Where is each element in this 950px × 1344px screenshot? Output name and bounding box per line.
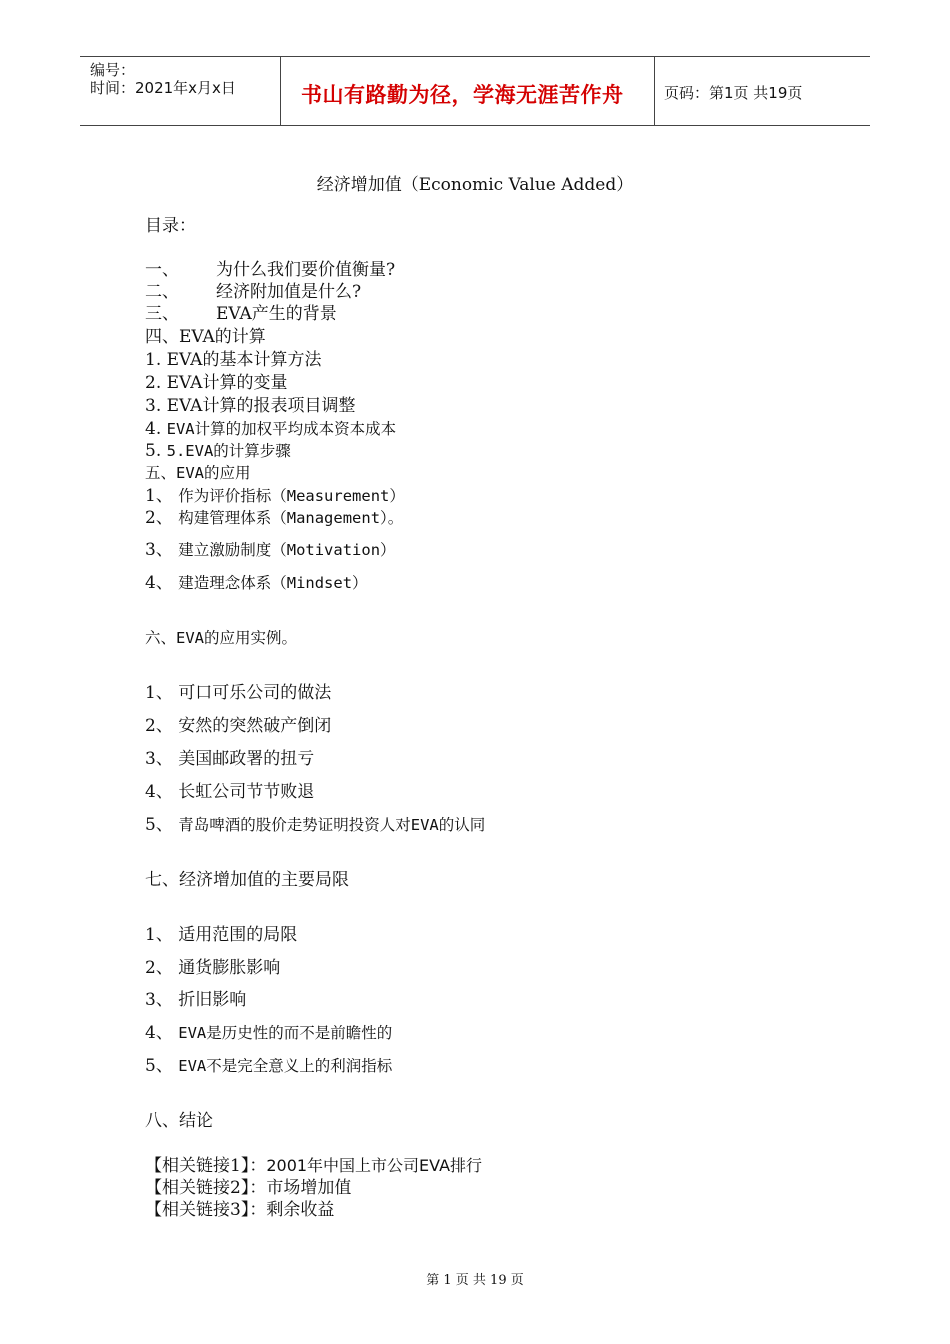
toc-num: 2. bbox=[145, 373, 162, 393]
toc-item bbox=[145, 418, 396, 440]
list-item bbox=[145, 781, 314, 803]
toc-num: 1. bbox=[145, 350, 162, 370]
link-text[interactable]: 剩余收益 bbox=[266, 1200, 335, 1220]
time-label: 时间：2021年x月x日 bbox=[90, 79, 236, 97]
item-text: 长虹公司节节败退 bbox=[178, 782, 315, 802]
header-motto-cell bbox=[281, 57, 655, 125]
related-link[interactable] bbox=[145, 1177, 351, 1199]
section8-heading-text: 八、结论 bbox=[145, 1111, 213, 1131]
toc-label: 目录： bbox=[145, 216, 196, 236]
header-meta-cell bbox=[80, 57, 281, 125]
section7-heading-text: 七、经济增加值的主要局限 bbox=[145, 870, 349, 890]
item-num: 3、 bbox=[145, 990, 173, 1010]
list-item bbox=[145, 814, 485, 836]
toc-text: 作为评价指标（Measurement） bbox=[178, 487, 405, 505]
item-num: 5、 bbox=[145, 815, 173, 835]
toc-item bbox=[145, 507, 403, 529]
section-heading bbox=[145, 627, 297, 649]
toc-item bbox=[145, 539, 396, 561]
toc-text: 四、EVA的计算 bbox=[145, 327, 266, 347]
toc-num: 二、 bbox=[145, 282, 179, 302]
toc-item bbox=[145, 462, 251, 484]
toc-item bbox=[145, 281, 361, 303]
toc-num: 3、 bbox=[145, 540, 173, 560]
toc-text: 建造理念体系（Mindset） bbox=[178, 574, 368, 592]
document-title: 经济增加值（Economic Value Added） bbox=[316, 175, 634, 195]
item-text: 青岛啤酒的股价走势证明投资人对EVA的认同 bbox=[178, 816, 486, 834]
link-text[interactable]: 市场增加值 bbox=[266, 1178, 352, 1198]
item-text: 折旧影响 bbox=[178, 990, 247, 1010]
section-heading bbox=[145, 1110, 213, 1132]
list-item bbox=[145, 715, 331, 737]
item-text: 可口可乐公司的做法 bbox=[178, 683, 332, 703]
item-text: 美国邮政署的扭亏 bbox=[178, 749, 315, 769]
toc-item bbox=[145, 395, 355, 417]
link-label: 【相关链接2】： bbox=[145, 1178, 267, 1198]
toc-text: EVA计算的报表项目调整 bbox=[166, 396, 356, 416]
toc-item bbox=[145, 572, 368, 594]
item-num: 4、 bbox=[145, 1023, 173, 1043]
item-num: 1、 bbox=[145, 683, 173, 703]
toc-text: 构建管理体系（Management）。 bbox=[178, 509, 404, 527]
item-text: 适用范围的局限 bbox=[178, 925, 298, 945]
item-text: EVA是历史性的而不是前瞻性的 bbox=[178, 1024, 393, 1042]
toc-text: EVA计算的加权平均成本资本成本 bbox=[166, 420, 397, 438]
number-label: 编号： bbox=[90, 61, 136, 79]
toc-item bbox=[145, 259, 395, 281]
toc-item bbox=[145, 372, 287, 394]
list-item bbox=[145, 1055, 392, 1077]
list-item bbox=[145, 989, 246, 1011]
toc-item bbox=[145, 485, 405, 507]
toc-num: 三、 bbox=[145, 304, 179, 324]
item-num: 2、 bbox=[145, 716, 173, 736]
motto: 书山有路勤为径，学海无涯苦作舟 bbox=[301, 83, 624, 107]
document-header bbox=[80, 56, 870, 126]
toc-num: 4. bbox=[145, 419, 162, 439]
link-text[interactable]: 2001年中国上市公司EVA排行 bbox=[266, 1156, 483, 1175]
toc-num: 4、 bbox=[145, 573, 173, 593]
toc-item bbox=[145, 349, 321, 371]
toc-text: 5.EVA的计算步骤 bbox=[166, 442, 291, 460]
list-item bbox=[145, 957, 280, 979]
section6-heading-text: 六、EVA的应用实例。 bbox=[145, 629, 297, 647]
link-label: 【相关链接3】： bbox=[145, 1200, 267, 1220]
toc-text: 经济附加值是什么? bbox=[216, 282, 362, 302]
toc-num: 5. bbox=[145, 441, 162, 461]
item-text: 安然的突然破产倒闭 bbox=[178, 716, 332, 736]
toc-text: EVA计算的变量 bbox=[166, 373, 288, 393]
toc-num: 一、 bbox=[145, 260, 179, 280]
toc-text: 为什么我们要价值衡量? bbox=[216, 260, 396, 280]
item-num: 1、 bbox=[145, 925, 173, 945]
related-link[interactable] bbox=[145, 1199, 334, 1221]
toc-num: 3. bbox=[145, 396, 162, 416]
list-item bbox=[145, 682, 331, 704]
toc-item bbox=[145, 326, 266, 348]
item-num: 5、 bbox=[145, 1056, 173, 1076]
section-heading bbox=[145, 869, 349, 891]
toc-text: 建立激励制度（Motivation） bbox=[178, 541, 396, 559]
page-footer: 第 1 页 共 19 页 bbox=[426, 1273, 524, 1288]
toc-text: EVA产生的背景 bbox=[216, 304, 337, 324]
list-item bbox=[145, 924, 297, 946]
related-link[interactable] bbox=[145, 1155, 482, 1177]
item-num: 4、 bbox=[145, 782, 173, 802]
item-num: 3、 bbox=[145, 749, 173, 769]
toc-item bbox=[145, 440, 291, 462]
toc-num: 2、 bbox=[145, 508, 173, 528]
header-page-cell bbox=[655, 57, 870, 125]
list-item bbox=[145, 1022, 392, 1044]
item-text: EVA不是完全意义上的利润指标 bbox=[178, 1057, 393, 1075]
header-page-info: 页码：第1页 共19页 bbox=[664, 84, 803, 102]
toc-num: 1、 bbox=[145, 486, 173, 506]
toc-text: 五、EVA的应用 bbox=[145, 464, 251, 482]
toc-item bbox=[145, 303, 337, 325]
list-item bbox=[145, 748, 314, 770]
toc-text: EVA的基本计算方法 bbox=[166, 350, 322, 370]
link-label: 【相关链接1】： bbox=[145, 1156, 267, 1176]
item-text: 通货膨胀影响 bbox=[178, 958, 281, 978]
item-num: 2、 bbox=[145, 958, 173, 978]
